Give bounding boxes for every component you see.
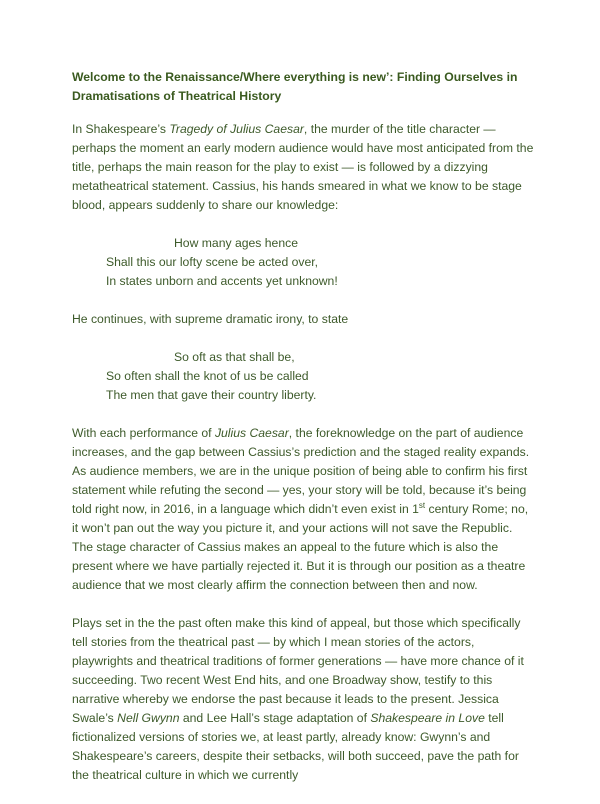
verse-line: How many ages hence [174,236,298,250]
play-title-julius-caesar: Tragedy of Julius Caesar [169,122,304,136]
paragraph-4-text-c: tell fictionalized versions of stories we, at least partly, already know: Gwynn’s and Shakespeare’s careers, despite their setbacks, will both succeed, pave the path for the theatrical culture in which we currently [72,711,519,782]
verse-line: So oft as that shall be, [174,350,295,364]
verse-quote-2 [72,348,534,405]
paragraph-4 [72,614,534,785]
play-title-nell-gwynn: Nell Gwynn [117,711,180,725]
ordinal-superscript: st [418,500,426,510]
paragraph-4-text-a: Plays set in the the past often make this kind of appeal, but those which specifically tell stories from the theatrical past — by which I mean stories of the actors, playwrights and theatrical traditions of former generations — have more chance of it succeeding. Two recent West End hits, and one Broadway show, testify to this narrative whereby we endorse the past because it leads to the present. Jessica Swale’s [72,616,524,725]
paragraph-1-text-b: , the murder of the title character — perhaps the moment an early modern audience would have most anticipated from the title, perhaps the main reason for the play to exist — is followed by a dizzying metatheatrical statement. Cassius, his hands smeared in what we know to be stage blood, appears suddenly to share our knowledge: [72,122,534,212]
paragraph-1-text-a: In Shakespeare’s [72,122,170,136]
verse-line: The men that gave their country liberty. [106,388,317,402]
verse-line: So often shall the knot of us be called [106,369,309,383]
play-title-julius-caesar: Julius Caesar [214,426,289,440]
play-title-shakespeare-in-love: Shakespeare in Love [370,711,485,725]
verse-quote-1 [72,234,534,291]
paragraph-4-text-b: and Lee Hall’s stage adaptation of [179,711,371,725]
paragraph-2: He continues, with supreme dramatic irony, to state [72,312,349,326]
paragraph-3-text-c: century Rome; no, it won’t pan out the way you picture it, and your actions will not save the Republic. The stage character of Cassius makes an appeal to the future which is also the present where we have partially rejected it. But it is through our position as a theatre audience that we most clearly affirm the connection between then and now. [72,502,529,592]
document-title: Welcome to the Renaissance/Where everything is new’: Finding Ourselves in Dramatisations of Theatrical History [72,70,518,103]
paragraph-3-text-a: With each performance of [72,426,215,440]
verse-line: In states unborn and accents yet unknown! [106,274,338,288]
verse-line: Shall this our lofty scene be acted over, [106,255,319,269]
document-page [72,68,534,804]
paragraph-1 [72,120,534,215]
paragraph-3-text-b: , the foreknowledge on the part of audience increases, and the gap between Cassius’s prediction and the staged reality expands. As audience members, we are in the unique position of being able to confirm his first statement while refuting the second — yes, your story will be told, because it’s being told right now, in 2016, in a language which didn’t even exist in 1 [72,426,530,516]
paragraph-3 [72,424,534,595]
